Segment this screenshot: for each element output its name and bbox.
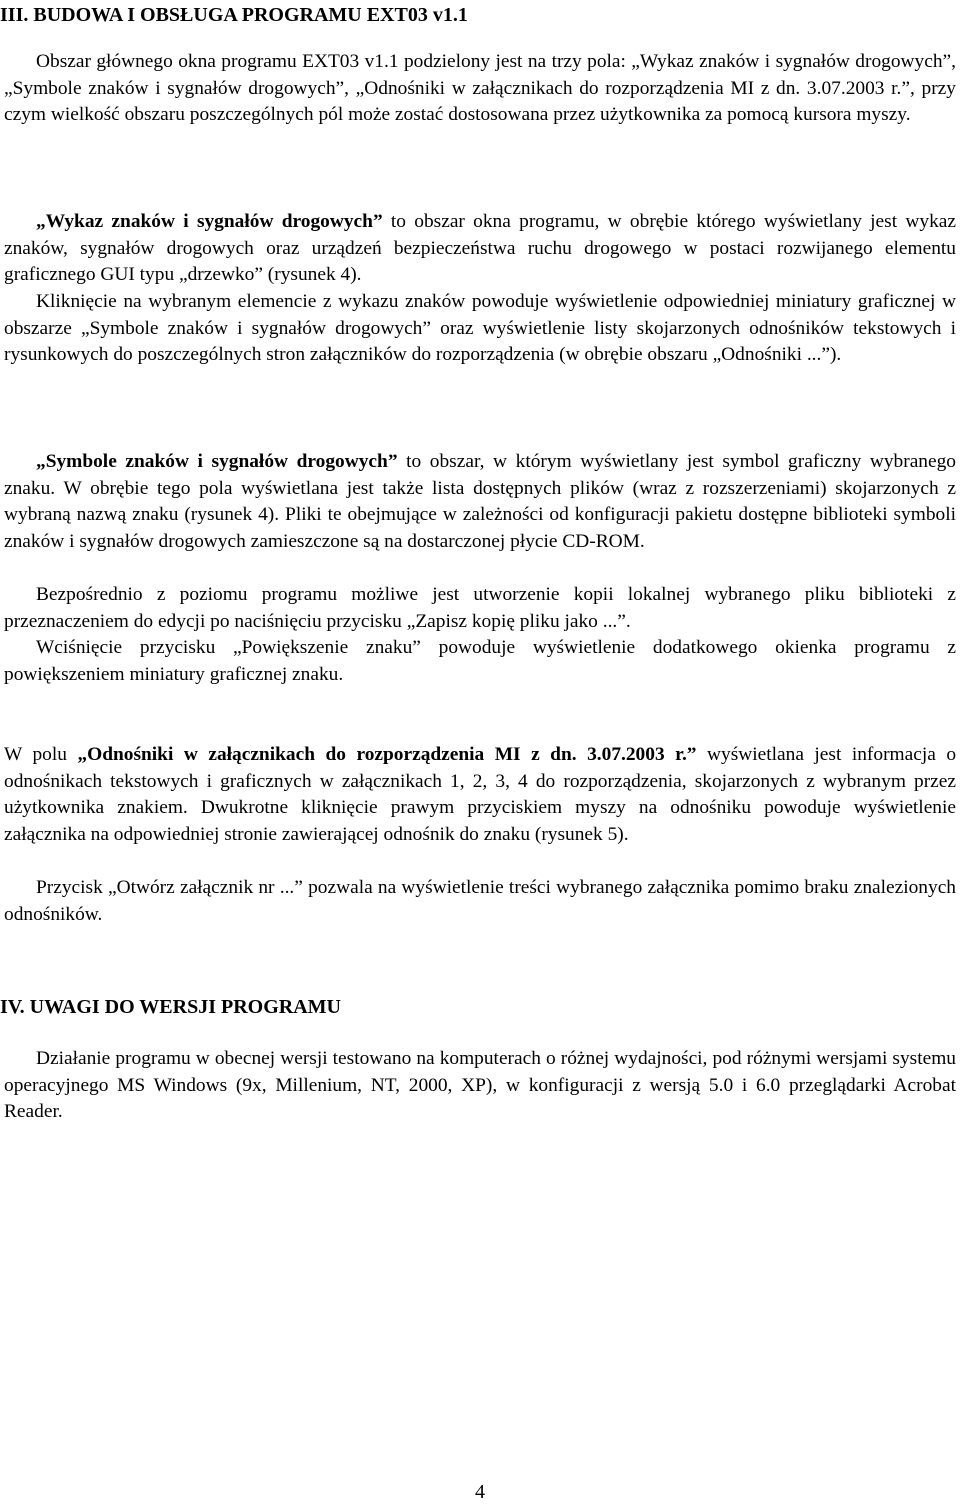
copy-file-paragraph: Bezpośrednio z poziomu programu możliwe jest utworzenie kopii lokalnej wybranego pliku biblioteki z przeznaczeniem do edycji po naciśnięciu przycisku „Zapisz kopię pliku jako ...”.	[4, 584, 956, 632]
odnosniki-paragraph	[4, 742, 956, 848]
odnosniki-lead: W polu	[4, 744, 78, 765]
section-3-intro-paragraph: Obszar głównego okna programu EXT03 v1.1 podzielony jest na trzy pola: „Wykaz znaków i sygnałów drogowych”, „Symbole znaków i sygnałów drogowych”, „Odnośniki w załącznikach do rozporządzenia MI z dn. 3.07.2003 r.”, przy czym wielkość obszaru poszczególnych pól może zostać dostosowana przez użytkownika za pomocą kursora myszy.	[4, 51, 956, 126]
wykaz-term: „Wykaz znaków i sygnałów drogowych”	[36, 211, 383, 232]
open-attachment-paragraph: Przycisk „Otwórz załącznik nr ...” pozwala na wyświetlenie treści wybranego załącznika pomimo braku znalezionych odnośników.	[4, 877, 956, 925]
page-number: 4	[475, 1481, 485, 1503]
symbole-description: to obszar, w którym wyświetlany jest symbol graficzny wybranego znaku. W obrębie tego pola wyświetlana jest także lista dostępnych plików (wraz z rozszerzeniami) skojarzonych z wybraną nazwą znaku (rysunek 4). Pliki te obejmujące w zależności od konfiguracji pakietu dostępne biblioteki symboli znaków i sygnałów drogowych zamieszczone są na dostarczonej płycie CD-ROM.	[4, 451, 957, 552]
zoom-paragraph: Wciśnięcie przycisku „Powiększenie znaku” powoduje wyświetlenie dodatkowego okienka programu z powiększeniem miniatury graficznej znaku.	[4, 637, 956, 685]
section-4-paragraph: Działanie programu w obecnej wersji testowano na komputerach o różnej wydajności, pod różnymi wersjami systemu operacyjnego MS Windows (9x, Millenium, NT, 2000, XP), w konfiguracji z wersją 5.0 i 6.0 przeglądarki Acrobat Reader.	[4, 1048, 956, 1123]
section-3-heading: III. BUDOWA I OBSŁUGA PROGRAMU EXT03 v1.1	[0, 4, 468, 26]
wykaz-paragraph	[4, 209, 956, 289]
odnosniki-description: wyświetlana jest informacja o odnośnikach tekstowych i graficznych w załącznikach 1, 2, 3, 4 do rozporządzenia, skojarzonych z wybranym przez użytkownika znakiem. Dwukrotne kliknięcie prawym przyciskiem myszy na odnośniku powoduje wyświetlenie załącznika na odpowiedniej stronie zawierającej odnośnik do znaku (rysunek 5).	[4, 744, 957, 845]
odnosniki-term: „Odnośniki w załącznikach do rozporządzenia MI z dn. 3.07.2003 r.”	[77, 744, 697, 765]
symbole-term: „Symbole znaków i sygnałów drogowych”	[36, 451, 398, 472]
symbole-paragraph	[4, 449, 956, 555]
section-4-heading: IV. UWAGI DO WERSJI PROGRAMU	[0, 996, 341, 1018]
wykaz-description: to obszar okna programu, w obrębie którego wyświetlany jest wykaz znaków, sygnałów drogowych oraz urządzeń bezpieczeństwa ruchu drogowego w postaci rozwijanego elementu graficznego GUI typu „drzewko” (rysunek 4).	[4, 211, 956, 286]
wykaz-click-paragraph: Kliknięcie na wybranym elemencie z wykazu znaków powoduje wyświetlenie odpowiedniej miniatury graficznej w obszarze „Symbole znaków i sygnałów drogowych” oraz wyświetlenie listy skojarzonych odnośników tekstowych i rysunkowych do poszczególnych stron załączników do rozporządzenia (w obrębie obszaru „Odnośniki ...”).	[4, 291, 956, 366]
